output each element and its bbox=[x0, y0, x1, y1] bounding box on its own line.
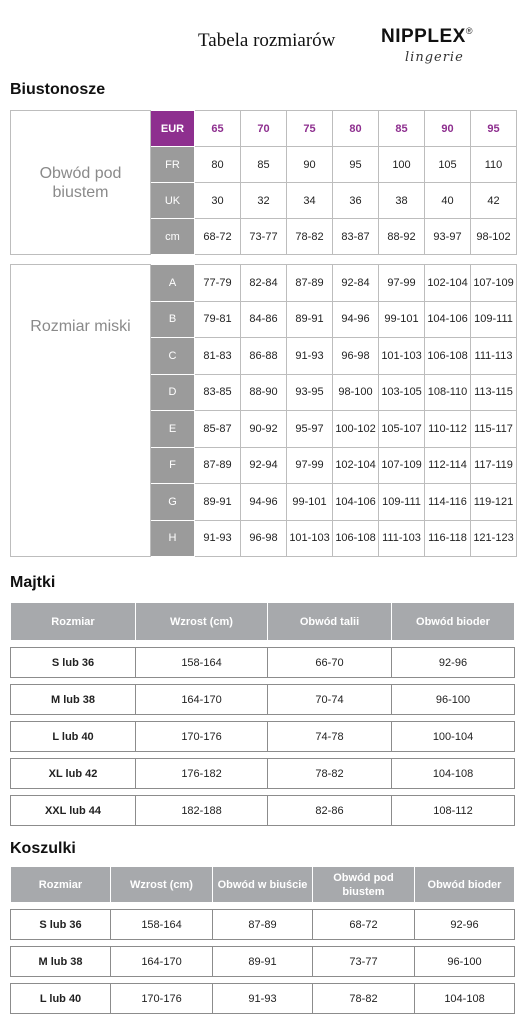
size-label: XL lub 42 bbox=[11, 759, 136, 789]
row-spacer bbox=[11, 977, 515, 984]
band-value: 95 bbox=[333, 147, 379, 183]
cup-value: 96-98 bbox=[333, 338, 379, 375]
size-value: 66-70 bbox=[268, 648, 392, 678]
size-value: 73-77 bbox=[313, 947, 415, 977]
row-spacer bbox=[11, 641, 515, 648]
page-title: Tabela rozmiarów bbox=[198, 30, 336, 51]
cup-value: 92-94 bbox=[241, 447, 287, 484]
spacer-cell bbox=[11, 715, 515, 722]
band-value: 98-102 bbox=[471, 219, 517, 255]
cup-row-label: H bbox=[151, 520, 195, 557]
panties-size-table bbox=[10, 602, 515, 826]
brand-logo bbox=[381, 26, 501, 65]
table-row bbox=[11, 722, 515, 752]
spacer-cell bbox=[11, 752, 515, 759]
spacer-cell bbox=[11, 977, 515, 984]
cup-value: 94-96 bbox=[241, 484, 287, 521]
size-value: 100-104 bbox=[392, 722, 515, 752]
cup-value: 86-88 bbox=[241, 338, 287, 375]
row-spacer bbox=[11, 903, 515, 910]
spacer-cell bbox=[11, 903, 515, 910]
column-header: Rozmiar bbox=[11, 867, 111, 903]
cup-value: 117-119 bbox=[471, 447, 517, 484]
band-value: 90 bbox=[425, 111, 471, 147]
cup-value: 102-104 bbox=[333, 447, 379, 484]
cup-value: 95-97 bbox=[287, 411, 333, 448]
cup-value: 105-107 bbox=[379, 411, 425, 448]
cup-value: 93-95 bbox=[287, 374, 333, 411]
shirts-size-table bbox=[10, 866, 515, 1014]
cup-value: 85-87 bbox=[195, 411, 241, 448]
cup-row-label: C bbox=[151, 338, 195, 375]
size-label: S lub 36 bbox=[11, 648, 136, 678]
trademark-symbol: ® bbox=[465, 26, 473, 36]
cup-value: 90-92 bbox=[241, 411, 287, 448]
size-value: 158-164 bbox=[111, 910, 213, 940]
size-label: L lub 40 bbox=[11, 722, 136, 752]
page-header bbox=[0, 0, 526, 80]
size-label: L lub 40 bbox=[11, 984, 111, 1014]
band-value: 75 bbox=[287, 111, 333, 147]
spacer-cell bbox=[11, 678, 515, 685]
cup-row-label: E bbox=[151, 411, 195, 448]
cup-row-label: A bbox=[151, 265, 195, 302]
table-row bbox=[11, 947, 515, 977]
cup-value: 84-86 bbox=[241, 301, 287, 338]
band-value: 38 bbox=[379, 183, 425, 219]
band-value: 65 bbox=[195, 111, 241, 147]
band-value: 93-97 bbox=[425, 219, 471, 255]
band-row-label: cm bbox=[151, 219, 195, 255]
column-header: Obwód bioder bbox=[392, 603, 515, 641]
band-value: 30 bbox=[195, 183, 241, 219]
cup-value: 108-110 bbox=[425, 374, 471, 411]
cup-size-table bbox=[10, 264, 517, 557]
cup-value: 91-93 bbox=[195, 520, 241, 557]
size-value: 104-108 bbox=[415, 984, 515, 1014]
brand-subtitle: lingerie bbox=[405, 50, 464, 65]
cup-value: 97-99 bbox=[287, 447, 333, 484]
cup-row-label: G bbox=[151, 484, 195, 521]
cup-value: 116-118 bbox=[425, 520, 471, 557]
column-header: Obwód bioder bbox=[415, 867, 515, 903]
band-value: 73-77 bbox=[241, 219, 287, 255]
cup-value: 99-101 bbox=[287, 484, 333, 521]
table-row bbox=[11, 796, 515, 826]
spacer-cell bbox=[11, 641, 515, 648]
cup-value: 106-108 bbox=[333, 520, 379, 557]
cup-value: 106-108 bbox=[425, 338, 471, 375]
band-value: 34 bbox=[287, 183, 333, 219]
size-value: 104-108 bbox=[392, 759, 515, 789]
table-row bbox=[11, 759, 515, 789]
cup-value: 119-121 bbox=[471, 484, 517, 521]
table-row bbox=[11, 910, 515, 940]
size-value: 164-170 bbox=[111, 947, 213, 977]
cup-value: 110-112 bbox=[425, 411, 471, 448]
band-value: 42 bbox=[471, 183, 517, 219]
size-value: 92-96 bbox=[415, 910, 515, 940]
cup-value: 89-91 bbox=[287, 301, 333, 338]
band-value: 36 bbox=[333, 183, 379, 219]
band-row bbox=[11, 111, 517, 147]
cup-value: 102-104 bbox=[425, 265, 471, 302]
cup-value: 104-106 bbox=[425, 301, 471, 338]
band-row-label: UK bbox=[151, 183, 195, 219]
band-value: 80 bbox=[333, 111, 379, 147]
band-value: 78-82 bbox=[287, 219, 333, 255]
band-value: 40 bbox=[425, 183, 471, 219]
cup-value: 91-93 bbox=[287, 338, 333, 375]
cup-row-label: F bbox=[151, 447, 195, 484]
table-row bbox=[11, 648, 515, 678]
size-value: 96-100 bbox=[415, 947, 515, 977]
cup-value: 88-90 bbox=[241, 374, 287, 411]
size-value: 68-72 bbox=[313, 910, 415, 940]
size-value: 78-82 bbox=[313, 984, 415, 1014]
column-header: Obwód talii bbox=[268, 603, 392, 641]
size-value: 78-82 bbox=[268, 759, 392, 789]
column-header: Rozmiar bbox=[11, 603, 136, 641]
cup-value: 121-123 bbox=[471, 520, 517, 557]
band-row-label: EUR bbox=[151, 111, 195, 147]
cup-value: 103-105 bbox=[379, 374, 425, 411]
cup-row bbox=[11, 265, 517, 302]
cup-value: 98-100 bbox=[333, 374, 379, 411]
cup-value: 100-102 bbox=[333, 411, 379, 448]
size-value: 182-188 bbox=[136, 796, 268, 826]
size-value: 92-96 bbox=[392, 648, 515, 678]
table-row bbox=[11, 685, 515, 715]
row-spacer bbox=[11, 789, 515, 796]
brand-name: NIPPLEX bbox=[381, 26, 466, 47]
cup-value: 94-96 bbox=[333, 301, 379, 338]
cup-value: 83-85 bbox=[195, 374, 241, 411]
table-row bbox=[11, 984, 515, 1014]
size-value: 96-100 bbox=[392, 685, 515, 715]
cup-value: 79-81 bbox=[195, 301, 241, 338]
section-title-majtki: Majtki bbox=[10, 574, 56, 591]
cup-value: 104-106 bbox=[333, 484, 379, 521]
cup-value: 115-117 bbox=[471, 411, 517, 448]
cup-value: 87-89 bbox=[195, 447, 241, 484]
size-label: M lub 38 bbox=[11, 685, 136, 715]
band-value: 88-92 bbox=[379, 219, 425, 255]
band-row-label: FR bbox=[151, 147, 195, 183]
row-spacer bbox=[11, 678, 515, 685]
cup-value: 92-84 bbox=[333, 265, 379, 302]
cup-value: 101-103 bbox=[287, 520, 333, 557]
cup-label: Rozmiar miski bbox=[11, 265, 151, 557]
size-value: 91-93 bbox=[213, 984, 313, 1014]
size-label: M lub 38 bbox=[11, 947, 111, 977]
cup-row-label: B bbox=[151, 301, 195, 338]
band-value: 80 bbox=[195, 147, 241, 183]
row-spacer bbox=[11, 940, 515, 947]
band-value: 90 bbox=[287, 147, 333, 183]
cup-value: 109-111 bbox=[379, 484, 425, 521]
size-label: S lub 36 bbox=[11, 910, 111, 940]
cup-value: 81-83 bbox=[195, 338, 241, 375]
size-value: 89-91 bbox=[213, 947, 313, 977]
header-row bbox=[11, 603, 515, 641]
size-value: 170-176 bbox=[136, 722, 268, 752]
cup-value: 99-101 bbox=[379, 301, 425, 338]
column-header: Obwód pod biustem bbox=[313, 867, 415, 903]
cup-value: 114-116 bbox=[425, 484, 471, 521]
cup-value: 111-113 bbox=[471, 338, 517, 375]
cup-value: 111-103 bbox=[379, 520, 425, 557]
cup-value: 89-91 bbox=[195, 484, 241, 521]
size-value: 164-170 bbox=[136, 685, 268, 715]
column-header: Wzrost (cm) bbox=[136, 603, 268, 641]
cup-value: 96-98 bbox=[241, 520, 287, 557]
spacer-cell bbox=[11, 789, 515, 796]
band-label: Obwód pod biustem bbox=[11, 111, 151, 255]
section-title-koszulki: Koszulki bbox=[10, 840, 76, 857]
column-header: Wzrost (cm) bbox=[111, 867, 213, 903]
band-value: 68-72 bbox=[195, 219, 241, 255]
size-value: 108-112 bbox=[392, 796, 515, 826]
cup-value: 109-111 bbox=[471, 301, 517, 338]
cup-value: 97-99 bbox=[379, 265, 425, 302]
band-value: 85 bbox=[241, 147, 287, 183]
band-value: 105 bbox=[425, 147, 471, 183]
band-value: 32 bbox=[241, 183, 287, 219]
column-header: Obwód w biuście bbox=[213, 867, 313, 903]
cup-row-label: D bbox=[151, 374, 195, 411]
size-value: 176-182 bbox=[136, 759, 268, 789]
header-row bbox=[11, 867, 515, 903]
cup-value: 112-114 bbox=[425, 447, 471, 484]
band-value: 95 bbox=[471, 111, 517, 147]
size-label: XXL lub 44 bbox=[11, 796, 136, 826]
row-spacer bbox=[11, 715, 515, 722]
size-value: 170-176 bbox=[111, 984, 213, 1014]
cup-value: 113-115 bbox=[471, 374, 517, 411]
cup-value: 87-89 bbox=[287, 265, 333, 302]
band-value: 70 bbox=[241, 111, 287, 147]
band-value: 85 bbox=[379, 111, 425, 147]
band-value: 83-87 bbox=[333, 219, 379, 255]
cup-value: 77-79 bbox=[195, 265, 241, 302]
cup-value: 82-84 bbox=[241, 265, 287, 302]
size-value: 74-78 bbox=[268, 722, 392, 752]
size-value: 70-74 bbox=[268, 685, 392, 715]
cup-value: 101-103 bbox=[379, 338, 425, 375]
cup-value: 107-109 bbox=[379, 447, 425, 484]
section-title-biustonosze: Biustonosze bbox=[10, 81, 106, 98]
band-value: 100 bbox=[379, 147, 425, 183]
cup-value: 107-109 bbox=[471, 265, 517, 302]
size-value: 158-164 bbox=[136, 648, 268, 678]
size-value: 87-89 bbox=[213, 910, 313, 940]
size-value: 82-86 bbox=[268, 796, 392, 826]
row-spacer bbox=[11, 752, 515, 759]
band-value: 110 bbox=[471, 147, 517, 183]
spacer-cell bbox=[11, 940, 515, 947]
band-size-table bbox=[10, 110, 517, 255]
